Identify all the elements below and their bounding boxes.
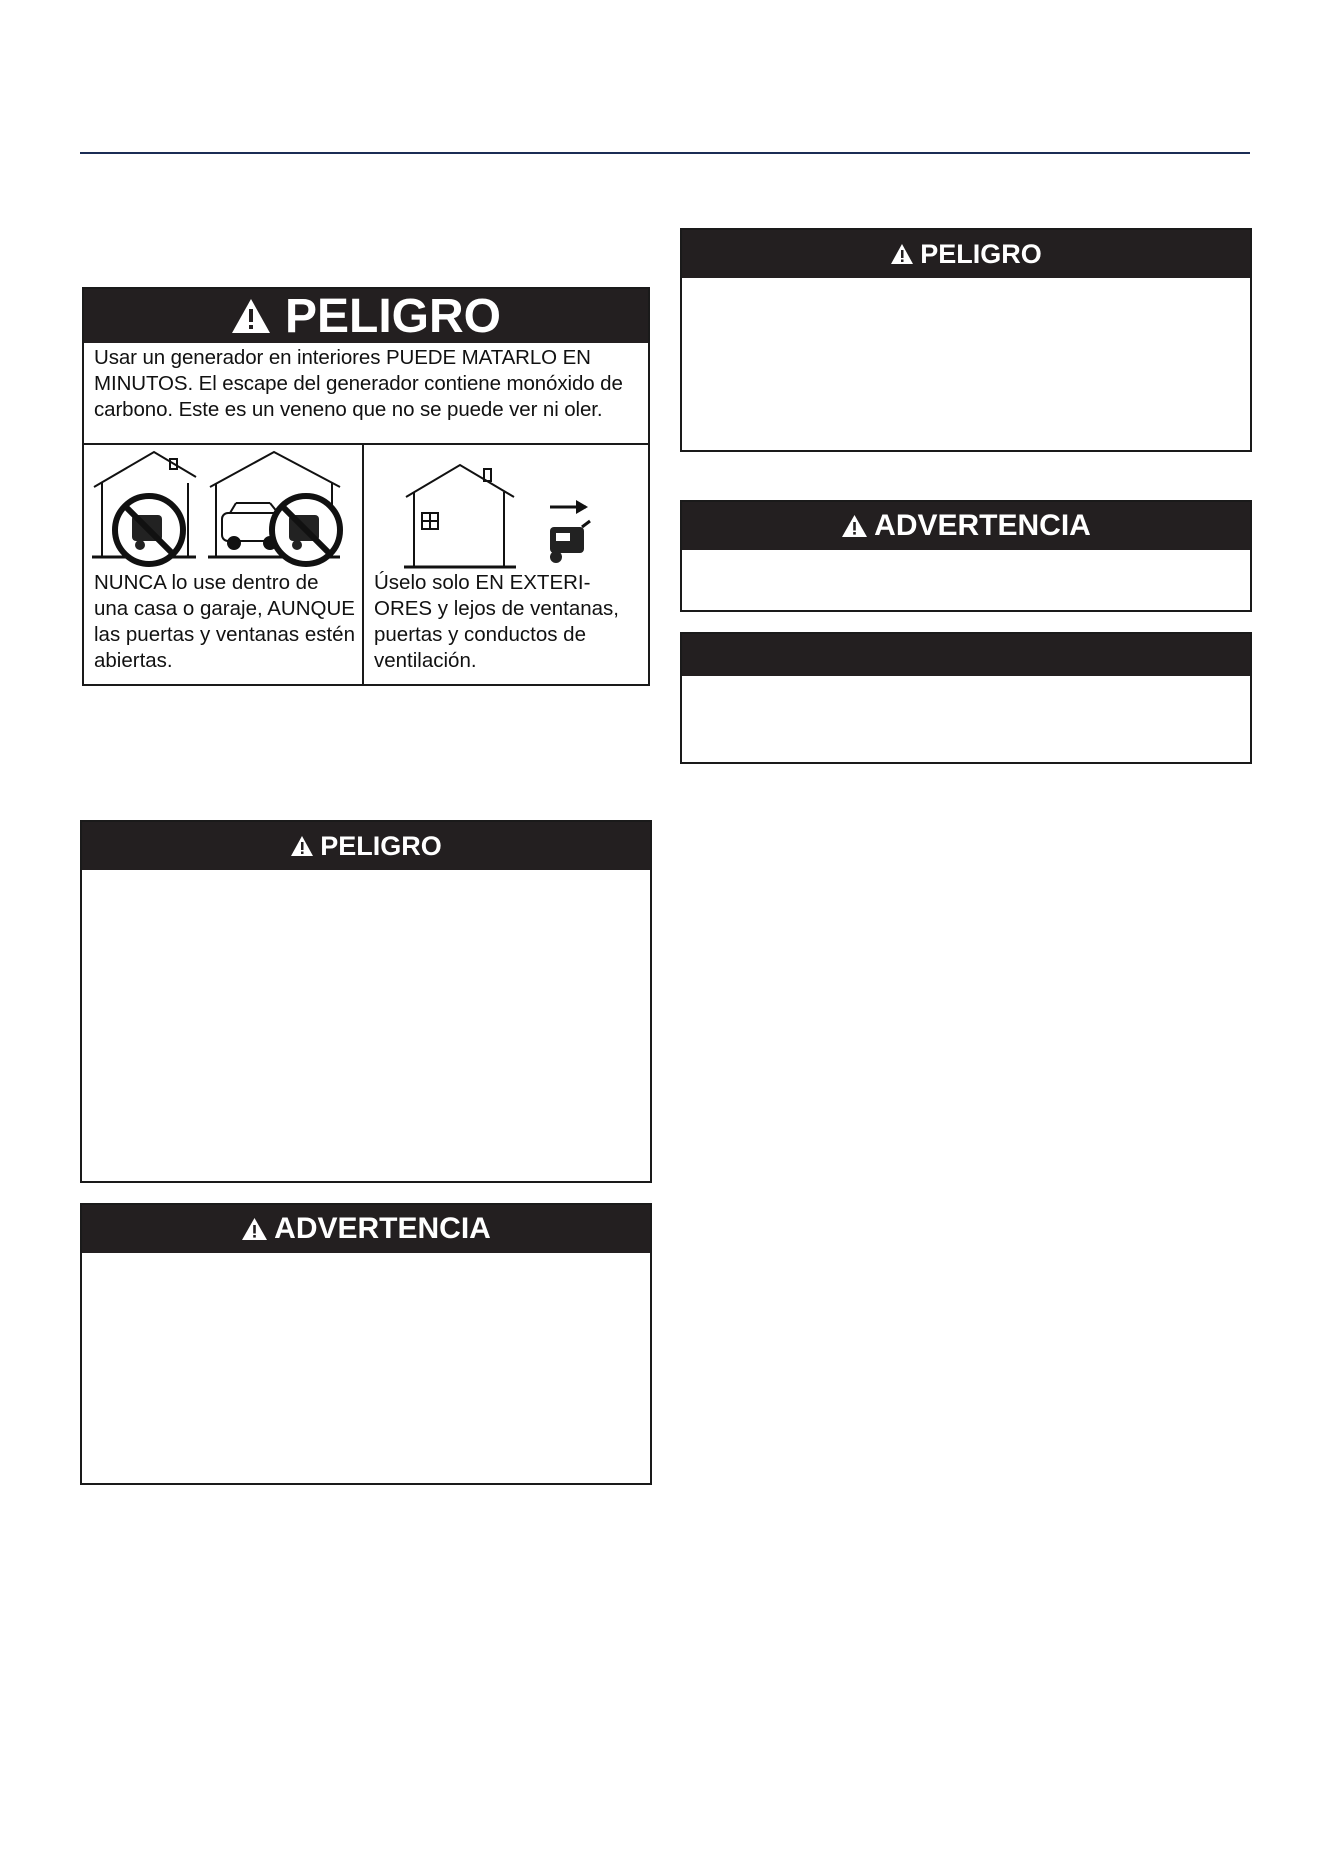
danger-notice-right-title: PELIGRO [920, 238, 1042, 269]
outdoor-use-panel [364, 445, 648, 684]
danger-notice-left-title: PELIGRO [320, 830, 442, 861]
warning-notice-left [80, 1203, 652, 1485]
carbon-monoxide-danger-label [82, 287, 650, 686]
warning-notice-right-header [682, 502, 1250, 550]
hazard-intro-text: Usar un generador en interiores PUEDE MATARLO EN MINUTOS. El escape del generador contiene monóxido de carbono. Este es un veneno que no se puede ver ni oler. [84, 343, 648, 445]
warning-notice-right [680, 500, 1252, 612]
outdoor-use-caption: Úselo solo EN EXTERI-ORES y lejos de ventanas, puertas y conductos de ventilación. [374, 571, 619, 672]
header-rule [80, 152, 1250, 154]
danger-notice-left [80, 820, 652, 1183]
danger-notice-right-header [682, 230, 1250, 278]
warning-triangle-icon [290, 835, 314, 857]
warning-notice-right-title: ADVERTENCIA [874, 509, 1091, 542]
warning-notice-left-header [82, 1205, 650, 1253]
house-outdoor-generator-icon [364, 445, 648, 575]
warning-triangle-icon [841, 514, 868, 538]
notice-right-header [682, 634, 1250, 676]
danger-banner [84, 289, 648, 343]
danger-notice-right [680, 228, 1252, 452]
warning-notice-left-title: ADVERTENCIA [274, 1212, 491, 1245]
indoor-prohibited-panel [84, 445, 364, 684]
warning-triangle-icon [890, 243, 914, 265]
warning-triangle-icon [241, 1217, 268, 1241]
indoor-prohibited-caption: NUNCA lo use dentro de una casa o garaje, AUNQUE las puertas y ventanas estén abiertas. [94, 571, 355, 672]
house-garage-prohibited-icon [84, 445, 362, 575]
notice-right [680, 632, 1252, 764]
danger-notice-left-header [82, 822, 650, 870]
danger-banner-text: PELIGRO [284, 289, 502, 343]
warning-triangle-icon [231, 298, 271, 334]
